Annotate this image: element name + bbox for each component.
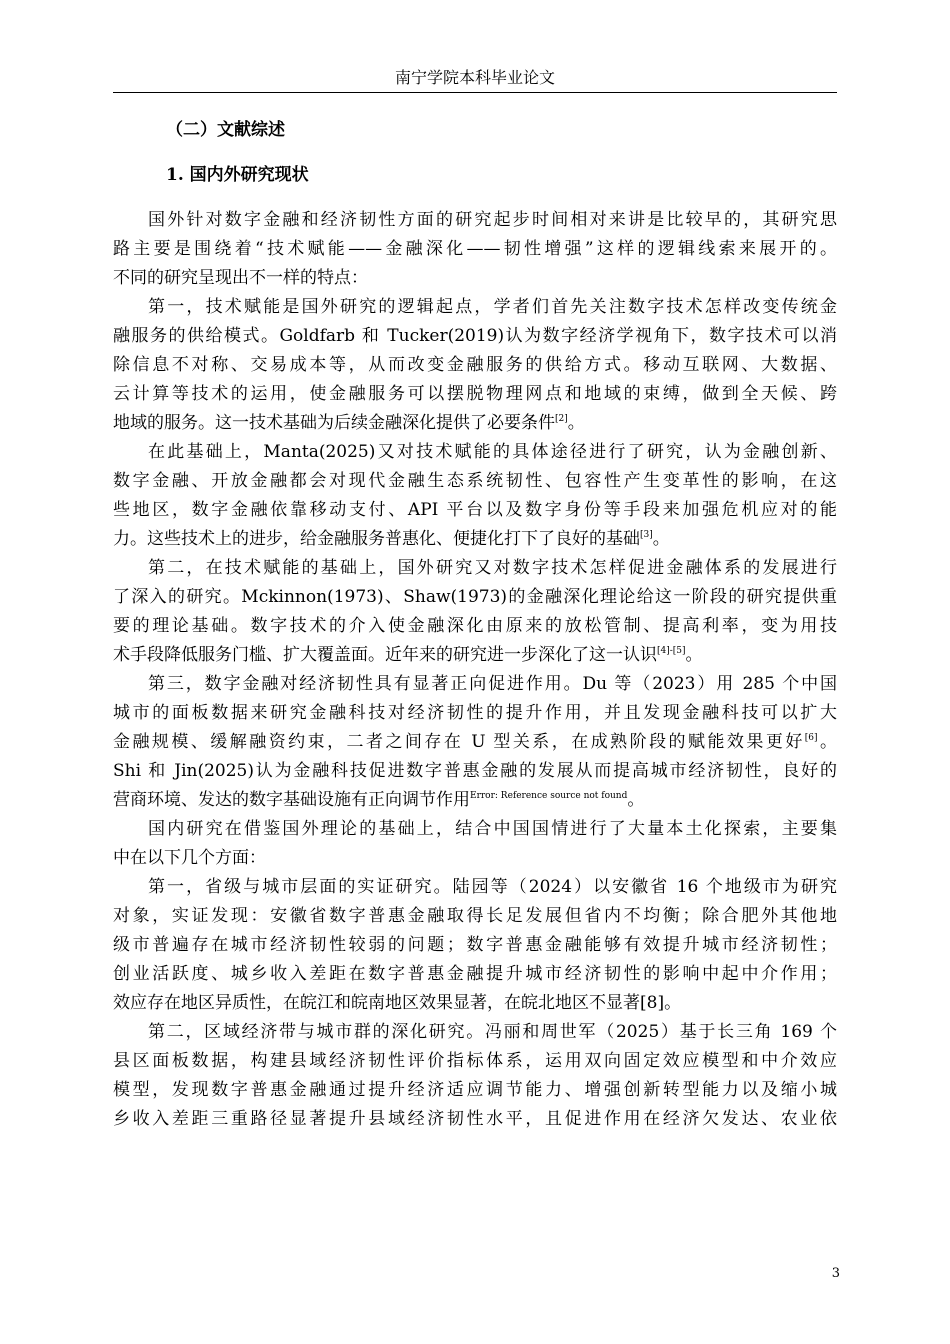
line-text: 国内研究在借鉴国外理论的基础上，结合中国国情进行了大量本土化探索，主要集 xyxy=(148,819,837,839)
text-line xyxy=(113,380,837,409)
text-line xyxy=(113,1047,837,1076)
text-line xyxy=(113,1105,837,1134)
citation-reference: Error: Reference source not found xyxy=(470,791,628,801)
text-line xyxy=(113,960,837,989)
line-text: 第二，在技术赋能的基础上，国外研究又对数字技术怎样促进金融体系的发展进行 xyxy=(148,558,837,578)
line-text: 乡收入差距三重路径显著提升县域经济韧性水平，且促进作用在经济欠发达、农业依 xyxy=(113,1109,837,1129)
line-text: 第一，技术赋能是国外研究的逻辑起点，学者们首先关注数字技术怎样改变传统金 xyxy=(148,297,837,317)
line-text: 第二，区域经济带与城市群的深化研究。冯丽和周世军（2025）基于长三角 169 个 xyxy=(148,1022,837,1042)
text-line xyxy=(113,641,837,670)
line-text: 术手段降低服务门槛、扩大覆盖面。近年来的研究进一步深化了这一认识 xyxy=(113,645,657,665)
line-text: 第三，数字金融对经济韧性具有显著正向促进作用。Du 等（2023）用 285 个中国 xyxy=(148,674,837,694)
text-line xyxy=(113,902,837,931)
line-text: 金融规模、缓解融资约束，二者之间存在 U 型关系，在成熟阶段的赋能效果更好 xyxy=(113,732,805,752)
page-number: 3 xyxy=(831,1266,840,1281)
citation-reference: [2] xyxy=(555,414,568,424)
text-line xyxy=(113,786,837,815)
line-text: 了深入的研究。Mckinnon(1973)、Shaw(1973)的金融深化理论给这一阶段的研究提供重 xyxy=(113,587,837,607)
line-text: 县区面板数据，构建县域经济韧性评价指标体系，运用双向固定效应模型和中介效应 xyxy=(113,1051,837,1071)
line-tail: 。 xyxy=(652,529,670,549)
line-text: 数字金融、开放金融都会对现代金融生态系统韧性、包容性产生变革性的影响，在这 xyxy=(113,471,837,491)
line-text: 路主要是围绕着“技术赋能——金融深化——韧性增强”这样的逻辑线索来展开的。 xyxy=(113,239,837,259)
line-text: 国外针对数字金融和经济韧性方面的研究起步时间相对来讲是比较早的，其研究思 xyxy=(148,210,837,230)
line-text: 不同的研究呈现出不一样的特点： xyxy=(113,268,368,288)
line-tail: 。 xyxy=(685,645,703,665)
citation-reference: [4]-[5] xyxy=(657,646,686,656)
text-line xyxy=(113,206,837,235)
text-line xyxy=(113,844,837,873)
text-line xyxy=(113,264,837,293)
text-line xyxy=(113,409,837,438)
line-text: 力。这些技术上的进步，给金融服务普惠化、便捷化打下了良好的基础 xyxy=(113,529,640,549)
line-text: 地域的服务。这一技术基础为后续金融深化提供了必要条件 xyxy=(113,413,555,433)
line-text: 云计算等技术的运用，使金融服务可以摆脱物理网点和地域的束缚，做到全天候、跨 xyxy=(113,384,837,404)
line-text: 融服务的供给模式。Goldfarb 和 Tucker(2019)认为数字经济学视角下，数字技术可以消 xyxy=(113,326,837,346)
line-tail: 。 xyxy=(567,413,585,433)
citation-reference: [6] xyxy=(804,733,818,743)
text-line xyxy=(113,467,837,496)
text-line xyxy=(113,525,837,554)
line-text: 在此基础上，Manta(2025)又对技术赋能的具体途径进行了研究，认为金融创新、 xyxy=(148,442,837,462)
text-line xyxy=(113,351,837,380)
line-text: 些地区，数字金融依靠移动支付、API 平台以及数字身份等手段来加强危机应对的能 xyxy=(113,500,837,520)
citation-reference: [3] xyxy=(640,530,653,540)
line-text: 第一，省级与城市层面的实证研究。陆园等（2024）以安徽省 16 个地级市为研究 xyxy=(148,877,837,897)
text-line xyxy=(113,612,837,641)
subsection-heading: 1. 国内外研究现状 xyxy=(166,165,309,185)
line-text: 城市的面板数据来研究金融科技对经济韧性的提升作用，并且发现金融科技可以扩大 xyxy=(113,703,837,723)
line-text: 对象，实证发现：安徽省数字普惠金融取得长足发展但省内不均衡；除合肥外其他地 xyxy=(113,906,837,926)
line-text: 中在以下几个方面： xyxy=(113,848,266,868)
text-line xyxy=(113,757,837,786)
line-tail: 。 xyxy=(627,790,645,810)
text-line xyxy=(113,583,837,612)
text-line xyxy=(113,931,837,960)
running-header: 南宁学院本科毕业论文 xyxy=(394,68,555,87)
line-text: 级市普遍存在城市经济韧性较弱的问题；数字普惠金融能够有效提升城市经济韧性； xyxy=(113,935,837,955)
text-line xyxy=(113,1018,837,1047)
line-text: 除信息不对称、交易成本等，从而改变金融服务的供给方式。移动互联网、大数据、 xyxy=(113,355,837,375)
text-line xyxy=(113,989,837,1018)
section-heading: （二）文献综述 xyxy=(166,120,285,140)
line-text: 要的理论基础。数字技术的介入使金融深化由原来的放松管制、提高利率，变为用技 xyxy=(113,616,837,636)
text-line xyxy=(113,438,837,467)
text-line xyxy=(113,670,837,699)
line-text: 模型，发现数字普惠金融通过提升经济适应调节能力、增强创新转型能力以及缩小城 xyxy=(113,1080,837,1100)
text-line xyxy=(113,699,837,728)
text-line xyxy=(113,873,837,902)
line-text: 创业活跃度、城乡收入差距在数字普惠金融提升城市经济韧性的影响中起中介作用； xyxy=(113,964,837,984)
line-text: Shi 和 Jin(2025)认为金融科技促进数字普惠金融的发展从而提高城市经济韧性，良好的 xyxy=(113,761,837,781)
header-rule xyxy=(113,92,837,93)
text-line xyxy=(113,293,837,322)
text-line xyxy=(113,235,837,264)
line-tail: 。 xyxy=(817,732,837,752)
text-line xyxy=(113,815,837,844)
text-line xyxy=(113,322,837,351)
line-text: 效应存在地区异质性，在皖江和皖南地区效果显著，在皖北地区不显著[8]。 xyxy=(113,993,682,1013)
line-text: 营商环境、发达的数字基础设施有正向调节作用 xyxy=(113,790,470,810)
text-line xyxy=(113,496,837,525)
text-line xyxy=(113,554,837,583)
body-text xyxy=(113,206,837,1134)
text-line xyxy=(113,728,837,757)
text-line xyxy=(113,1076,837,1105)
